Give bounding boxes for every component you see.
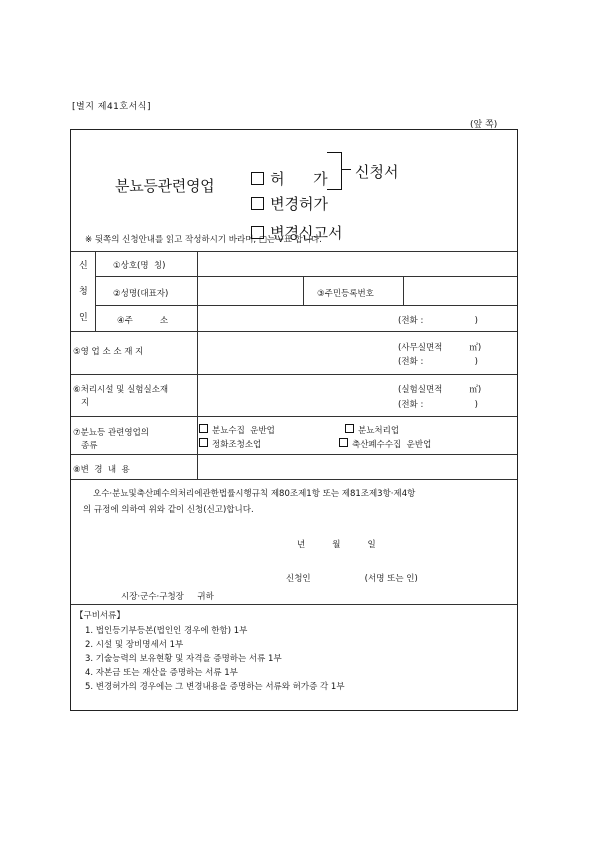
row-divider xyxy=(71,331,517,332)
declaration-text-cont: 의 규정에 의하여 위와 같이 신청(신고)합니다. xyxy=(83,505,254,515)
office-phone[interactable]: (전화 : ) xyxy=(398,357,478,367)
form-title-suffix: 신청서 xyxy=(355,163,399,181)
applicant-group-label: 신 청 인 xyxy=(79,261,88,323)
application-date[interactable]: 년 월 일 xyxy=(297,540,376,550)
checkbox-icon[interactable] xyxy=(345,424,354,433)
document-item: 3. 기술능력의 보유현황 및 자격을 증명하는 서류 1부 xyxy=(85,654,282,664)
document-item: 4. 자본금 또는 재산을 증명하는 서류 1부 xyxy=(85,668,238,678)
row-divider xyxy=(71,454,517,455)
document-item: 5. 변경허가의 경우에는 그 변경내용을 증명하는 서류와 허가증 각 1부 xyxy=(85,682,345,692)
business-type-option[interactable]: 분뇨처리업 xyxy=(345,424,399,436)
representative-field[interactable] xyxy=(199,278,301,304)
addressee: 시장·군수·구청장 귀하 xyxy=(121,592,214,602)
document-item: 1. 법인등기부등본(법인인 경우에 한함) 1부 xyxy=(85,626,248,636)
title-bracket xyxy=(327,152,342,190)
form-number: [별지 제41호서식] xyxy=(72,102,151,112)
office-area[interactable]: (사무실면적 ㎡) xyxy=(398,343,482,353)
checkbox-icon[interactable] xyxy=(199,424,208,433)
document-item: 2. 시설 및 장비명세서 1부 xyxy=(85,640,184,650)
business-type-label: ⑦분뇨등 관련영업의 xyxy=(73,428,150,438)
facility-location-label: ⑥처리시설 및 실험실소재 xyxy=(73,385,169,395)
row-divider xyxy=(71,374,517,375)
checkbox-icon[interactable] xyxy=(339,438,348,447)
title-bracket-tip xyxy=(341,169,351,170)
representative-label: ②성명(대표자) xyxy=(113,289,169,299)
column-divider xyxy=(403,276,404,305)
option-change-permit-label: 변경허가 xyxy=(270,195,329,213)
address-label: ④주 소 xyxy=(117,316,169,326)
row-divider xyxy=(95,276,517,277)
business-name-field[interactable] xyxy=(199,253,515,275)
business-type-label-cont: 종류 xyxy=(81,441,98,451)
column-divider xyxy=(95,251,96,331)
row-divider xyxy=(71,416,517,417)
business-name-label: ①상호(명 칭) xyxy=(113,261,166,271)
application-form xyxy=(70,129,518,711)
facility-phone[interactable]: (전화 : ) xyxy=(398,400,478,410)
row-divider xyxy=(71,251,517,252)
applicant-signature[interactable]: 신청인 (서명 또는 인) xyxy=(286,574,418,584)
business-type-option[interactable]: 분뇨수집 운반업 xyxy=(199,424,275,436)
documents-heading: 【구비서류】 xyxy=(75,611,125,621)
row-divider xyxy=(71,479,517,480)
column-divider xyxy=(303,276,304,305)
facility-location-label-cont: 지 xyxy=(81,398,90,408)
address-phone[interactable]: (전화 : ) xyxy=(398,316,478,326)
row-divider xyxy=(71,604,517,605)
form-title: 분뇨등관련영업 xyxy=(115,177,215,195)
column-divider xyxy=(197,251,198,479)
instruction-note: ※ 뒷쪽의 신청안내를 읽고 작성하시기 바라며, □는 V표 합니다. xyxy=(85,235,322,245)
business-type-option[interactable]: 축산폐수수집 운반업 xyxy=(339,438,431,450)
office-location-label: ⑤영 업 소 소 재 지 xyxy=(73,347,144,357)
business-type-option[interactable]: 정화조청소업 xyxy=(199,438,261,450)
lab-area[interactable]: (실험실면적 ㎡) xyxy=(398,385,482,395)
change-content-field[interactable] xyxy=(199,456,515,478)
change-content-label: ⑧변 경 내 용 xyxy=(73,465,130,475)
declaration-text: 오수·분뇨및축산폐수의처리에관한법률시행규칙 제80조제1항 또는 제81조제3항·제4항 xyxy=(93,489,416,499)
page-side-label: (앞 쪽) xyxy=(470,120,498,130)
resident-id-field[interactable] xyxy=(405,278,515,304)
option-change-report-label: 변경신고서 xyxy=(270,224,343,242)
resident-id-label: ③주민등록번호 xyxy=(317,289,374,299)
option-permit-label: 허 가 xyxy=(270,170,328,188)
row-divider xyxy=(95,305,517,306)
checkbox-icon[interactable] xyxy=(199,438,208,447)
